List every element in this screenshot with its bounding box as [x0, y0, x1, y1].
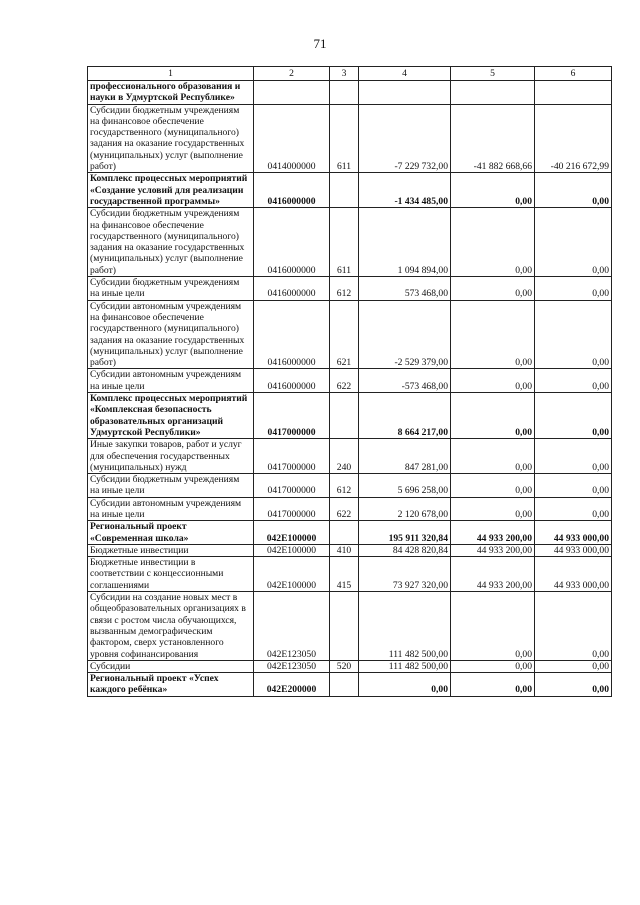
row-expense-type: 611 — [330, 208, 359, 277]
table-row — [88, 497, 612, 521]
row-expense-type — [330, 592, 359, 661]
row-name: Субсидии бюджетным учреждениям на финансовое обеспечение государственного (муниципального) задания на оказание государственных (муниципальных) услуг (выполнение работ) — [88, 104, 254, 173]
row-value-3: 44 933 000,00 — [535, 557, 612, 592]
row-expense-type: 240 — [330, 439, 359, 474]
row-expense-type: 612 — [330, 474, 359, 498]
row-name: Региональный проект «Успех каждого ребёнка» — [88, 673, 254, 697]
row-value-2: 0,00 — [451, 208, 535, 277]
table-row — [88, 173, 612, 208]
row-code: 0416000000 — [254, 300, 330, 369]
row-code: 0414000000 — [254, 104, 330, 173]
row-expense-type: 622 — [330, 497, 359, 521]
row-name: Комплекс процессных мероприятий «Создание условий для реализации государственной программы» — [88, 173, 254, 208]
row-code: 0416000000 — [254, 208, 330, 277]
table-row — [88, 521, 612, 545]
row-name: Субсидии бюджетным учреждениям на финансовое обеспечение государственного (муниципального) задания на оказание государственных (муниципальных) услуг (выполнение работ) — [88, 208, 254, 277]
row-expense-type: 611 — [330, 104, 359, 173]
row-value-3: 0,00 — [535, 673, 612, 697]
row-code: 042E123050 — [254, 660, 330, 672]
row-value-1: -573 468,00 — [359, 369, 451, 393]
row-value-2 — [451, 81, 535, 105]
row-value-1: -2 529 379,00 — [359, 300, 451, 369]
row-code — [254, 81, 330, 105]
row-expense-type: 622 — [330, 369, 359, 393]
row-code: 042E123050 — [254, 592, 330, 661]
row-value-1: 111 482 500,00 — [359, 660, 451, 672]
row-value-2: 0,00 — [451, 393, 535, 439]
row-value-1: 8 664 217,00 — [359, 393, 451, 439]
row-name: Субсидии — [88, 660, 254, 672]
header-col-4: 4 — [359, 67, 451, 81]
page-number: 71 — [313, 36, 327, 51]
row-value-1: 0,00 — [359, 673, 451, 697]
table-row — [88, 104, 612, 173]
row-value-1: 847 281,00 — [359, 439, 451, 474]
row-expense-type — [330, 673, 359, 697]
row-value-2: 0,00 — [451, 439, 535, 474]
row-expense-type: 410 — [330, 544, 359, 556]
table-row — [88, 673, 612, 697]
row-code: 042E200000 — [254, 673, 330, 697]
row-code: 042E100000 — [254, 557, 330, 592]
row-value-3: 0,00 — [535, 208, 612, 277]
row-expense-type: 415 — [330, 557, 359, 592]
row-value-2: 44 933 200,00 — [451, 521, 535, 545]
row-value-2: 0,00 — [451, 497, 535, 521]
table-row — [88, 557, 612, 592]
table-row — [88, 208, 612, 277]
table-row — [88, 81, 612, 105]
row-name: Комплекс процессных мероприятий «Комплексная безопасность образовательных организаций Удмуртской Республики» — [88, 393, 254, 439]
row-name: профессионального образования и науки в Удмуртской Республике» — [88, 81, 254, 105]
row-value-3: 0,00 — [535, 173, 612, 208]
header-col-1: 1 — [88, 67, 254, 81]
row-code: 042E100000 — [254, 544, 330, 556]
row-expense-type — [330, 81, 359, 105]
row-value-3: 0,00 — [535, 474, 612, 498]
table-row — [88, 439, 612, 474]
row-value-1: 195 911 320,84 — [359, 521, 451, 545]
budget-table — [87, 66, 612, 697]
row-expense-type: 621 — [330, 300, 359, 369]
row-value-1: -7 229 732,00 — [359, 104, 451, 173]
row-name: Иные закупки товаров, работ и услуг для обеспечения государственных (муниципальных) нужд — [88, 439, 254, 474]
row-name: Субсидии на создание новых мест в общеобразовательных организациях в связи с ростом числа обучающихся, вызванным демографическим фактором, сверх установленного уровня софинансирования — [88, 592, 254, 661]
table-row — [88, 277, 612, 301]
row-name: Бюджетные инвестиции — [88, 544, 254, 556]
row-value-2: 0,00 — [451, 300, 535, 369]
header-col-3: 3 — [330, 67, 359, 81]
row-value-3: 0,00 — [535, 660, 612, 672]
row-value-3: 0,00 — [535, 300, 612, 369]
row-code: 0416000000 — [254, 369, 330, 393]
row-value-3: 0,00 — [535, 393, 612, 439]
row-value-2: 0,00 — [451, 474, 535, 498]
row-code: 0417000000 — [254, 393, 330, 439]
row-name: Бюджетные инвестиции в соответствии с концессионными соглашениями — [88, 557, 254, 592]
row-value-1: 84 428 820,84 — [359, 544, 451, 556]
row-value-1: 111 482 500,00 — [359, 592, 451, 661]
row-code: 0416000000 — [254, 173, 330, 208]
row-value-1: 73 927 320,00 — [359, 557, 451, 592]
table-row — [88, 544, 612, 556]
row-value-2: 44 933 200,00 — [451, 544, 535, 556]
table-header-row — [88, 67, 612, 81]
row-value-2: 0,00 — [451, 173, 535, 208]
row-name: Региональный проект «Современная школа» — [88, 521, 254, 545]
row-value-3: 0,00 — [535, 497, 612, 521]
row-name: Субсидии автономным учреждениям на иные цели — [88, 497, 254, 521]
header-col-6: 6 — [535, 67, 612, 81]
row-value-3: 0,00 — [535, 439, 612, 474]
header-col-5: 5 — [451, 67, 535, 81]
row-value-3 — [535, 81, 612, 105]
row-value-1: 5 696 258,00 — [359, 474, 451, 498]
row-expense-type — [330, 521, 359, 545]
row-expense-type: 520 — [330, 660, 359, 672]
row-value-1: 2 120 678,00 — [359, 497, 451, 521]
row-expense-type — [330, 173, 359, 208]
row-value-1: 1 094 894,00 — [359, 208, 451, 277]
table-row — [88, 393, 612, 439]
row-value-3: 0,00 — [535, 277, 612, 301]
row-value-2: 0,00 — [451, 592, 535, 661]
row-value-3: 44 933 000,00 — [535, 521, 612, 545]
row-value-2: 0,00 — [451, 660, 535, 672]
row-value-2: 0,00 — [451, 369, 535, 393]
row-name: Субсидии бюджетным учреждениям на иные цели — [88, 277, 254, 301]
row-expense-type — [330, 393, 359, 439]
row-value-1: 573 468,00 — [359, 277, 451, 301]
row-value-3: 0,00 — [535, 369, 612, 393]
row-name: Субсидии автономным учреждениям на иные цели — [88, 369, 254, 393]
row-code: 0416000000 — [254, 277, 330, 301]
row-value-2: 0,00 — [451, 673, 535, 697]
table-row — [88, 660, 612, 672]
row-name: Субсидии автономным учреждениям на финансовое обеспечение государственного (муниципального) задания на оказание государственных (муниципальных) услуг (выполнение работ) — [88, 300, 254, 369]
row-code: 042E100000 — [254, 521, 330, 545]
row-value-1: -1 434 485,00 — [359, 173, 451, 208]
table-row — [88, 369, 612, 393]
header-col-2: 2 — [254, 67, 330, 81]
row-value-2: 0,00 — [451, 277, 535, 301]
row-code: 0417000000 — [254, 439, 330, 474]
row-value-2: 44 933 200,00 — [451, 557, 535, 592]
row-value-3: 44 933 000,00 — [535, 544, 612, 556]
row-value-3: -40 216 672,99 — [535, 104, 612, 173]
row-code: 0417000000 — [254, 497, 330, 521]
table-row — [88, 474, 612, 498]
row-expense-type: 612 — [330, 277, 359, 301]
table-row — [88, 592, 612, 661]
row-value-3: 0,00 — [535, 592, 612, 661]
row-value-1 — [359, 81, 451, 105]
table-row — [88, 300, 612, 369]
row-value-2: -41 882 668,66 — [451, 104, 535, 173]
row-name: Субсидии бюджетным учреждениям на иные цели — [88, 474, 254, 498]
row-code: 0417000000 — [254, 474, 330, 498]
